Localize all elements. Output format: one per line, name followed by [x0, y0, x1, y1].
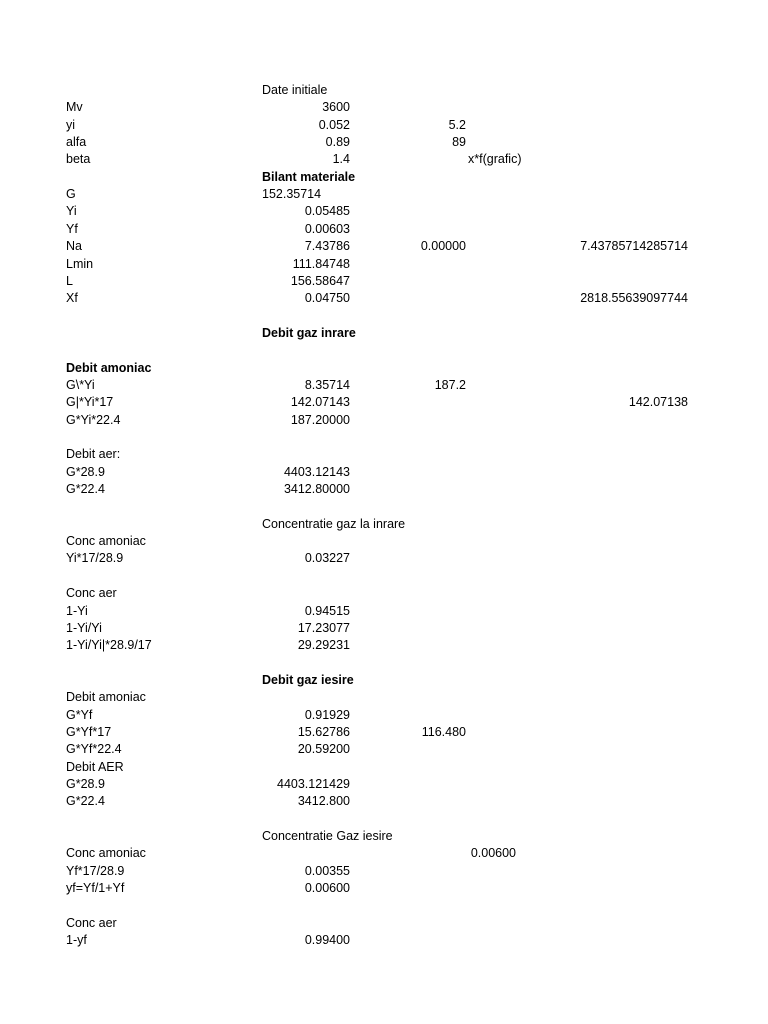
cell-r22-a: G*28.9 — [66, 464, 105, 479]
cell-r3-a: alfa — [66, 135, 87, 150]
cell-r4-a: beta — [66, 152, 91, 167]
cell-r18-bn: 142.07143 — [290, 395, 350, 410]
cell-r10-bn: 111.84748 — [292, 256, 350, 271]
cell-r31-a: 1-Yi/Yi — [66, 620, 102, 635]
cell-r0-b: Date initiale — [262, 83, 328, 97]
cell-r36-a: G*Yf — [66, 707, 93, 722]
cell-r9-cn: 0.00000 — [420, 239, 466, 254]
cell-r19-a: G*Yi*22.4 — [66, 412, 121, 427]
cell-r12-bn: 0.04750 — [304, 291, 350, 306]
cell-r46-a: yf=Yf/1+Yf — [66, 881, 125, 896]
cell-r17-bn: 8.35714 — [304, 377, 350, 392]
cell-r38-bn: 20.59200 — [297, 742, 350, 757]
cell-r45-bn: 0.00355 — [304, 863, 350, 878]
cell-r31-bn: 17.23077 — [297, 620, 350, 635]
cell-r40-a: G*28.9 — [66, 777, 105, 791]
cell-r23-a: G*22.4 — [66, 482, 105, 497]
cell-r16-a: Debit amoniac — [66, 360, 152, 375]
cell-r26-a: Conc amoniac — [66, 534, 146, 549]
cell-r37-a: G*Yf*17 — [66, 724, 112, 739]
cell-r44-a: Conc amoniac — [66, 846, 146, 861]
cell-r48-a: Conc aer — [66, 915, 117, 930]
cell-r32-bn: 29.29231 — [297, 638, 350, 653]
cell-r6-a: G — [66, 187, 76, 202]
cell-r46-bn: 0.00600 — [304, 881, 350, 896]
cell-r27-bn: 0.03227 — [304, 551, 350, 566]
cell-r44-dn: 0.00600 — [470, 846, 516, 861]
cell-r17-cn: 187.2 — [434, 377, 466, 392]
cell-r27-a: Yi*17/28.9 — [66, 551, 124, 566]
cell-r21-a: Debit aer: — [66, 447, 121, 462]
cell-r18-a: G|*Yi*17 — [66, 395, 114, 410]
cell-r37-cn: 116.480 — [421, 724, 466, 739]
cell-r30-bn: 0.94515 — [304, 603, 350, 618]
cell-r2-cn: 5.2 — [448, 117, 466, 132]
cell-r14-b: Debit gaz inrare — [262, 325, 356, 340]
cell-r34-b: Debit gaz iesire — [262, 672, 354, 687]
cell-r29-a: Conc aer — [66, 586, 117, 601]
cell-r8-bn: 0.00603 — [304, 221, 350, 236]
cell-r9-en: 7.43785714285714 — [580, 239, 688, 254]
cell-r3-bn: 0.89 — [325, 135, 350, 150]
cell-r23-bn: 3412.80000 — [283, 482, 350, 497]
cell-r30-a: 1-Yi — [66, 603, 88, 618]
cell-r19-bn: 187.20000 — [290, 412, 350, 427]
cell-r7-bn: 0.05485 — [304, 204, 350, 219]
cell-r9-a: Na — [66, 239, 82, 254]
cell-r4-d: x*f(grafic) — [468, 152, 522, 167]
cell-r43-b: Concentratie Gaz iesire — [262, 829, 393, 844]
cell-r2-bn: 0.052 — [318, 117, 350, 132]
cell-r8-a: Yf — [66, 221, 78, 236]
cell-r36-bn: 0.91929 — [304, 707, 350, 722]
cell-r4-bn: 1.4 — [332, 152, 350, 167]
cell-r6-b: 152.35714 — [262, 187, 322, 202]
cell-r12-a: Xf — [66, 291, 78, 306]
cell-r9-bn: 7.43786 — [304, 239, 350, 254]
cell-r49-a: 1-yf — [66, 933, 87, 948]
cell-r11-bn: 156.58647 — [290, 273, 350, 288]
cell-r17-a: G\*Yi — [66, 377, 95, 392]
cell-r38-a: G*Yf*22.4 — [66, 742, 122, 757]
cell-r22-bn: 4403.12143 — [283, 464, 350, 479]
cell-r41-bn: 3412.800 — [297, 794, 350, 809]
cell-r10-a: Lmin — [66, 256, 94, 271]
cell-r1-bn: 3600 — [322, 100, 350, 115]
cell-r32-a: 1-Yi/Yi|*28.9/17 — [66, 638, 152, 653]
cell-r2-a: yi — [66, 117, 76, 132]
cell-r7-a: Yi — [66, 204, 77, 219]
cell-r49-bn: 0.99400 — [304, 933, 350, 948]
cell-r39-a: Debit AER — [66, 759, 124, 774]
cell-r37-bn: 15.62786 — [297, 724, 350, 739]
cell-r25-b: Concentratie gaz la inrare — [262, 516, 406, 531]
cell-r18-en: 142.07138 — [628, 395, 688, 410]
cell-r5-b: Bilant materiale — [262, 169, 356, 184]
cell-r1-a: Mv — [66, 100, 83, 115]
cell-r41-a: G*22.4 — [66, 794, 105, 809]
cell-r12-en: 2818.55639097744 — [580, 291, 688, 306]
cell-r35-a: Debit amoniac — [66, 690, 146, 705]
cell-r40-bn: 4403.121429 — [277, 777, 350, 791]
cell-r11-a: L — [66, 273, 73, 288]
cell-r3-cn: 89 — [452, 135, 466, 150]
cell-r45-a: Yf*17/28.9 — [66, 863, 125, 878]
